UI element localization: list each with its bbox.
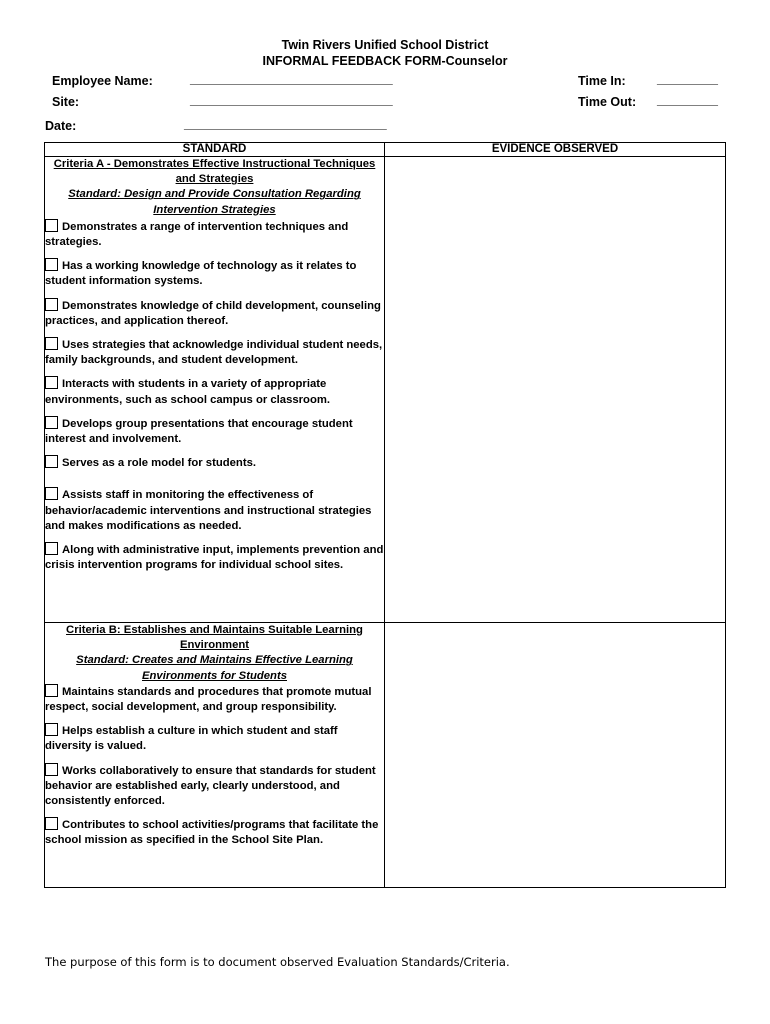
checklist-item — [45, 542, 384, 573]
checkbox[interactable] — [45, 337, 58, 350]
checklist-item-text: Assists staff in monitoring the effectiveness of behavior/academic interventions and instructional strategies and makes modifications as needed. — [45, 489, 372, 532]
time-out-label: Time Out: — [578, 95, 637, 109]
site-field[interactable]: ______________________________ — [190, 93, 393, 107]
checkbox[interactable] — [45, 376, 58, 389]
checklist-item — [45, 487, 384, 534]
time-in-label: Time In: — [578, 74, 626, 88]
checkbox[interactable] — [45, 455, 58, 468]
checklist-item-text: Serves as a role model for students. — [62, 457, 256, 470]
checklist-item-text: Has a working knowledge of technology as it relates to student information systems. — [45, 260, 357, 288]
checklist-item-text: Interacts with students in a variety of appropriate environments, such as school campus or classroom. — [45, 378, 331, 406]
checklist-item-text: Maintains standards and procedures that promote mutual respect, social development, and group responsibility. — [45, 685, 372, 714]
checkbox[interactable] — [45, 298, 58, 311]
criteria-a-standard: Standard: Design and Provide Consultation Regarding Intervention Strategies — [68, 188, 361, 216]
checkbox[interactable] — [45, 684, 58, 697]
form-title: INFORMAL FEEDBACK FORM-Counselor — [262, 54, 508, 68]
time-in-field[interactable]: _________ — [657, 72, 718, 86]
checklist-item — [45, 416, 384, 447]
checklist-item — [45, 298, 384, 329]
checklist-item-text: Uses strategies that acknowledge individual student needs, family backgrounds, and student development. — [45, 339, 383, 367]
criteria-b-evidence-cell[interactable] — [385, 623, 726, 888]
checklist-item-text: Contributes to school activities/programs that facilitate the school mission as specified in the School Site Plan. — [45, 819, 379, 847]
checklist-item — [45, 337, 384, 368]
criteria-b-standard: Standard: Creates and Maintains Effective Learning Environments for Students — [76, 654, 353, 682]
checklist-item-text: Demonstrates a range of intervention techniques and strategies. — [45, 220, 349, 249]
standard-column-header: STANDARD — [45, 143, 385, 157]
checklist-item — [45, 723, 384, 754]
checkbox[interactable] — [45, 258, 58, 271]
checklist-item — [45, 455, 384, 471]
checklist-item-text: Demonstrates knowledge of child development, counseling practices, and application thereof. — [45, 299, 381, 327]
criteria-b-heading: Criteria B: Establishes and Maintains Suitable Learning Environment — [66, 624, 363, 652]
employee-name-field[interactable]: ______________________________ — [190, 72, 393, 86]
checklist-item — [45, 763, 384, 810]
site-label: Site: — [52, 95, 80, 109]
time-out-field[interactable]: _________ — [657, 93, 718, 107]
checkbox[interactable] — [45, 723, 58, 736]
checkbox[interactable] — [45, 817, 58, 830]
criteria-a-standard-cell — [45, 157, 385, 623]
date-field[interactable]: ______________________________ — [184, 117, 387, 131]
checklist-item — [45, 258, 384, 289]
checkbox[interactable] — [45, 416, 58, 429]
checkbox[interactable] — [45, 542, 58, 555]
checklist-item — [45, 817, 384, 848]
criteria-b-standard-cell — [45, 623, 385, 888]
checklist-item-text: Develops group presentations that encourage student interest and involvement. — [45, 417, 353, 446]
checklist-item-text: Works collaboratively to ensure that standards for student behavior are established early, clearly understood, and consistently enforced. — [45, 764, 376, 808]
checkbox[interactable] — [45, 763, 58, 776]
checklist-item — [45, 684, 384, 715]
criteria-a-heading: Criteria A - Demonstrates Effective Instructional Techniques and Strategies — [53, 158, 376, 186]
footer-note: The purpose of this form is to document observed Evaluation Standards/Criteria. — [45, 955, 510, 969]
date-label: Date: — [45, 119, 77, 133]
checkbox[interactable] — [45, 219, 58, 232]
evidence-column-header: EVIDENCE OBSERVED — [385, 143, 726, 157]
checklist-item-text: Along with administrative input, implements prevention and crisis intervention programs for individual school sites. — [45, 544, 384, 572]
checklist-item — [45, 376, 384, 407]
form-district-title: Twin Rivers Unified School District — [281, 38, 489, 52]
checklist-item-text: Helps establish a culture in which student and staff diversity is valued. — [45, 725, 338, 753]
criteria-a-evidence-cell[interactable] — [385, 157, 726, 623]
checklist-item — [45, 219, 384, 250]
employee-name-label: Employee Name: — [52, 74, 153, 88]
feedback-table — [44, 142, 726, 888]
checkbox[interactable] — [45, 487, 58, 500]
